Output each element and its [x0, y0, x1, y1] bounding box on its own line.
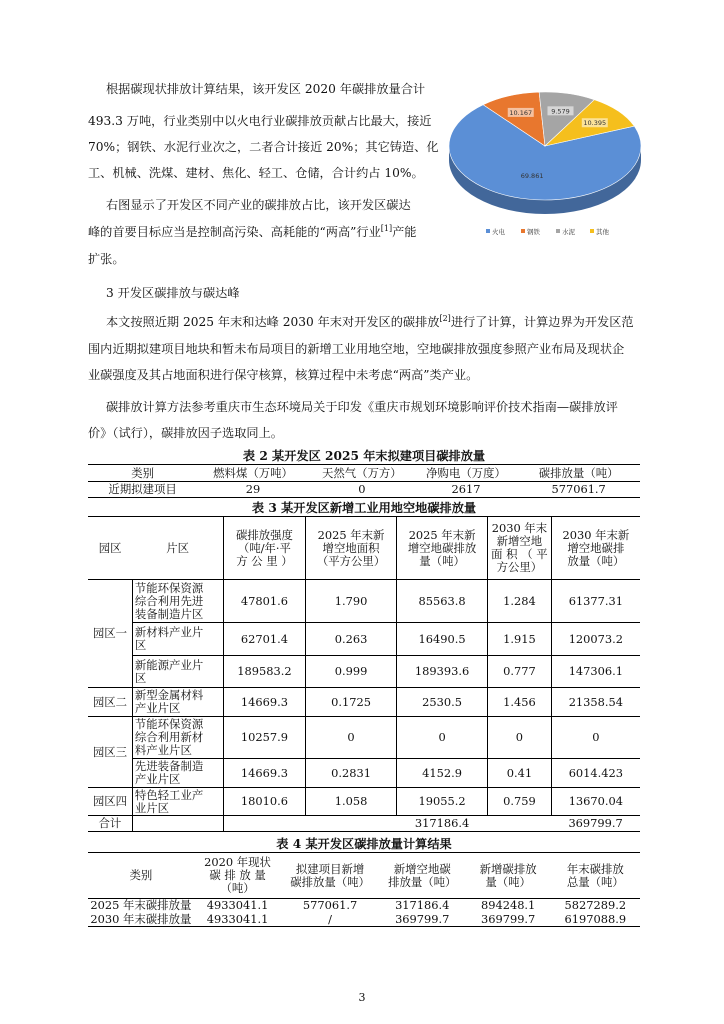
t3-z21-b: 产业片区	[134, 701, 181, 715]
t3-cell: 1.915	[488, 623, 552, 656]
t3-header-park: 园区	[88, 517, 132, 580]
t3-cell: 16490.5	[397, 623, 488, 656]
t3-h-a30-3: 面 积 （ 平	[491, 547, 548, 561]
t3-cell: 47801.6	[223, 580, 305, 623]
t3-header-zone: 片区	[132, 517, 223, 580]
t2-header-coal: 燃料煤（万吨）	[197, 465, 309, 482]
para3-line-2: 价》（试行），碳排放因子选取同上。	[88, 426, 283, 440]
legend-swatch	[521, 229, 525, 233]
citation-2[interactable]: [2]	[439, 313, 451, 323]
t3-zone-2-1	[132, 688, 223, 717]
t3-z21-a: 新型金属材料	[134, 688, 204, 702]
t2-row-power: 2617	[415, 482, 517, 498]
t4-cell: 894248.1	[480, 898, 536, 913]
t2-row-gas: 0	[309, 482, 415, 498]
t3-h-a30-2: 新增空地	[496, 534, 543, 548]
t3-cell: 85563.8	[397, 580, 488, 623]
t3-h-int-3: 方 公 里 ）	[236, 553, 293, 568]
table2	[88, 464, 640, 498]
t3-h-int-2: （吨/年·平	[237, 540, 291, 555]
t3-h-e30-3: 放量（吨）	[567, 553, 625, 568]
t3-cell: 0	[551, 717, 640, 759]
t3-z11-b: 综合利用先进	[134, 593, 204, 608]
t4-r2-type: 2030 年末碳排放量	[88, 913, 194, 927]
t3-cell: 10257.9	[223, 717, 305, 759]
t3-header-intensity	[223, 517, 305, 580]
section-heading: 3 开发区碳排放与碳达峰	[106, 286, 240, 300]
t3-cell: 4152.9	[397, 759, 488, 788]
t3-z32-b: 产业片区	[134, 772, 181, 786]
t4-header-vacant	[379, 853, 466, 899]
table4	[88, 852, 640, 927]
t3-zone-3-1	[132, 717, 223, 759]
t4-h20-3: （吨）	[220, 881, 255, 895]
t4-cell: 4933041.1	[194, 913, 282, 927]
t4-header-proj	[281, 853, 379, 899]
para2-line-1	[106, 313, 634, 330]
para2-line-3: 业碳强度及其占地面积进行保守核算，核算过程中未考虑“两高”类产业。	[88, 368, 479, 382]
t2-header-type: 类别	[88, 465, 197, 482]
t3-h-int-1: 碳排放强度	[235, 527, 293, 542]
t3-h-e30-1: 2030 年末新	[562, 527, 630, 542]
t3-cell: 120073.2	[551, 623, 640, 656]
t3-cell: 6014.423	[551, 759, 640, 788]
para2-line-1-tail: 进行了计算，计算边界为开发区范	[450, 315, 634, 329]
t3-z12-b: 区	[134, 638, 147, 652]
t3-zone-1-2	[132, 623, 223, 656]
intro-line-3: 70%；钢铁、水泥行业次之，二者合计接近 20%；其它铸造、化	[88, 140, 439, 154]
t3-h-a25-2: 增空地面积	[322, 540, 380, 555]
t3-zone-1-3	[132, 656, 223, 688]
t3-cell: 0.777	[488, 656, 552, 688]
t4-header-type: 类别	[88, 853, 194, 899]
legend-label: 其他	[596, 228, 609, 236]
t2-row-type: 近期拟建项目	[88, 482, 197, 498]
t3-cell: 14669.3	[223, 759, 305, 788]
t3-z32-a: 先进装备制造	[134, 759, 204, 773]
t3-header-area2025	[305, 517, 396, 580]
t3-cell: 0.759	[488, 788, 552, 816]
t3-cell: 14669.3	[223, 688, 305, 717]
t3-cell: 13670.04	[551, 788, 640, 816]
t4-ha-2: 量（吨）	[485, 874, 531, 889]
t3-z31-a: 节能环保资源	[134, 717, 204, 731]
legend-swatch	[590, 229, 594, 233]
t4-h20-1: 2020 年现状	[204, 855, 271, 869]
t2-row-coal: 29	[197, 482, 309, 498]
t3-park-2: 园区二	[88, 688, 132, 717]
t3-h-a25-1: 2025 年末新	[317, 527, 385, 542]
t2-row-emission: 577061.7	[517, 482, 640, 498]
legend-swatch	[486, 229, 490, 233]
t3-h-a30-1: 2030 年末	[491, 521, 548, 535]
t4-hp-1: 拟建项目新增	[295, 861, 365, 876]
pie-value-label: 9.579	[551, 107, 570, 116]
t4-hv-1: 新增空地碳	[393, 861, 451, 876]
t4-hv-2: 排放量（吨）	[388, 874, 457, 889]
intro-line-4: 工、机械、洗煤、建材、焦化、轻工、仓储，合计约占 10%。	[88, 166, 424, 180]
t3-total-emis2025: 317186.4	[397, 816, 488, 832]
t4-cell: 4933041.1	[206, 898, 269, 913]
t3-park-1: 园区一	[88, 580, 132, 688]
t3-header-emis2025	[397, 517, 488, 580]
t3-total-empty	[305, 816, 396, 832]
t3-zone-3-2	[132, 759, 223, 788]
table4-caption: 表 4 某开发区碳排放量计算结果	[276, 837, 452, 851]
t3-cell: 1.456	[488, 688, 552, 717]
intro-line-1: 根据碳现状排放计算结果，该开发区 2020 年碳排放量合计	[106, 82, 426, 96]
intro-line-6	[88, 223, 417, 240]
t3-z41-a: 特色轻工业产	[134, 787, 204, 802]
pie-chart	[442, 82, 648, 258]
t3-cell: 0	[397, 717, 488, 759]
t3-park-4: 园区四	[88, 788, 132, 816]
t3-cell: 0.999	[305, 656, 396, 688]
page-number: 3	[358, 991, 366, 1004]
t4-hp-2: 碳排放量（吨）	[290, 874, 370, 889]
t3-cell: 189583.2	[223, 656, 305, 688]
t3-h-e25-3: 量（吨）	[419, 553, 465, 568]
t3-total-emis2030: 369799.7	[551, 816, 640, 832]
t3-z41-b: 业片区	[134, 800, 170, 815]
t3-cell: 62701.4	[223, 623, 305, 656]
table2-caption: 表 2 某开发区 2025 年末拟建项目碳排放量	[242, 449, 486, 463]
t3-cell: 0	[488, 717, 552, 759]
t2-header-emission: 碳排放量（吨）	[517, 465, 640, 482]
t4-header-added	[466, 853, 551, 899]
t4-cell: 369799.7	[466, 913, 551, 927]
intro-line-6-tail: 产能	[392, 225, 417, 239]
t3-z11-a: 节能环保资源	[134, 580, 204, 595]
t3-z13-a: 新能源产业片	[134, 657, 204, 672]
para2-line-1-text: 本文按照近期 2025 年末和达峰 2030 年末对开发区的碳排放	[106, 315, 440, 329]
t3-cell: 1.058	[305, 788, 396, 816]
pie-value-label: 10.395	[583, 119, 607, 128]
t4-cell: 5827289.2	[564, 898, 627, 913]
t4-cell: /	[281, 913, 379, 927]
t4-cell: 577061.7	[302, 898, 358, 913]
t3-cell: 1.790	[305, 580, 396, 623]
t3-cell: 147306.1	[551, 656, 640, 688]
t3-h-e25-1: 2025 年末新	[408, 527, 476, 542]
para3-line-1: 碳排放计算方法参考重庆市生态环境局关于印发《重庆市规划环境影响评价技术指南—碳排放评	[106, 400, 618, 414]
t3-header-emis2030	[551, 517, 640, 580]
t3-z31-c: 料产业片区	[134, 743, 192, 757]
t4-header-total	[551, 853, 640, 899]
para2-line-2: 围内近期拟建项目地块和暂未布局项目的新增工业用地空地，空地碳排放强度参照产业布局及现状企	[88, 342, 625, 356]
table3	[88, 516, 640, 832]
t3-header-area2030	[488, 517, 552, 580]
t3-cell: 0.263	[305, 623, 396, 656]
t4-h20-2: 碳 排 放 量	[209, 868, 266, 882]
t2-header-power: 净购电（万度）	[415, 465, 517, 482]
t3-cell: 1.284	[488, 580, 552, 623]
t3-h-a30-4: 方公里）	[496, 560, 543, 574]
t2-header-gas: 天然气（万方）	[309, 465, 415, 482]
t3-cell: 0.41	[488, 759, 552, 788]
t4-cell: 317186.4	[395, 898, 450, 913]
t3-z12-a: 新材料产业片	[134, 625, 204, 639]
t3-cell: 0.2831	[305, 759, 396, 788]
t4-ht-2: 总量（吨）	[566, 874, 624, 889]
pie-value-label: 10.167	[509, 108, 533, 117]
t3-cell: 19055.2	[397, 788, 488, 816]
t3-park-3: 园区三	[88, 717, 132, 788]
pie-value-label: 69.861	[520, 171, 544, 180]
t3-cell: 21358.54	[551, 688, 640, 717]
t3-cell: 2530.5	[397, 688, 488, 717]
intro-line-5: 右图显示了开发区不同产业的碳排放占比，该开发区碳达	[106, 198, 411, 212]
t3-total-empty	[132, 816, 223, 832]
t4-cell: 369799.7	[379, 913, 466, 927]
legend-label: 火电	[492, 228, 505, 236]
legend-swatch	[556, 229, 560, 233]
legend-label: 水泥	[562, 228, 575, 236]
intro-line-2: 493.3 万吨，行业类别中以火电行业碳排放贡献占比最大，接近	[88, 114, 432, 128]
t3-total-empty	[223, 816, 305, 832]
t3-cell: 61377.31	[551, 580, 640, 623]
t3-h-e25-2: 增空地碳排放	[407, 540, 477, 555]
t3-h-e30-2: 增空地碳排	[567, 540, 625, 555]
t3-cell: 0.1725	[305, 688, 396, 717]
t3-cell: 189393.6	[397, 656, 488, 688]
t3-cell: 18010.6	[223, 788, 305, 816]
t3-h-a25-3: （平方公里）	[316, 553, 386, 568]
citation-1[interactable]: [1]	[380, 223, 393, 233]
t4-r1-type: 2025 年末碳排放量	[90, 898, 192, 913]
t3-z11-c: 装备制造片区	[134, 606, 204, 621]
t4-ht-1: 年末碳排放	[566, 861, 624, 876]
t3-z31-b: 综合利用新材	[134, 730, 204, 744]
t3-z13-b: 区	[134, 670, 147, 685]
intro-line-7: 扩张。	[88, 252, 125, 266]
intro-line-6-text: 峰的首要目标应当是控制高污染、高耗能的“两高”行业	[88, 225, 381, 239]
t3-cell: 0	[305, 717, 396, 759]
t3-total-empty	[488, 816, 552, 832]
t4-ha-1: 新增碳排放	[479, 861, 537, 876]
t3-total-label: 合计	[88, 816, 132, 832]
table3-caption: 表 3 某开发区新增工业用地空地碳排放量	[251, 501, 477, 515]
t4-cell: 6197088.9	[551, 913, 640, 927]
t3-zone-1-1	[132, 580, 223, 623]
t3-zone-4-1	[132, 788, 223, 816]
t4-header-2020	[194, 853, 282, 899]
legend-label: 钢铁	[527, 228, 540, 236]
